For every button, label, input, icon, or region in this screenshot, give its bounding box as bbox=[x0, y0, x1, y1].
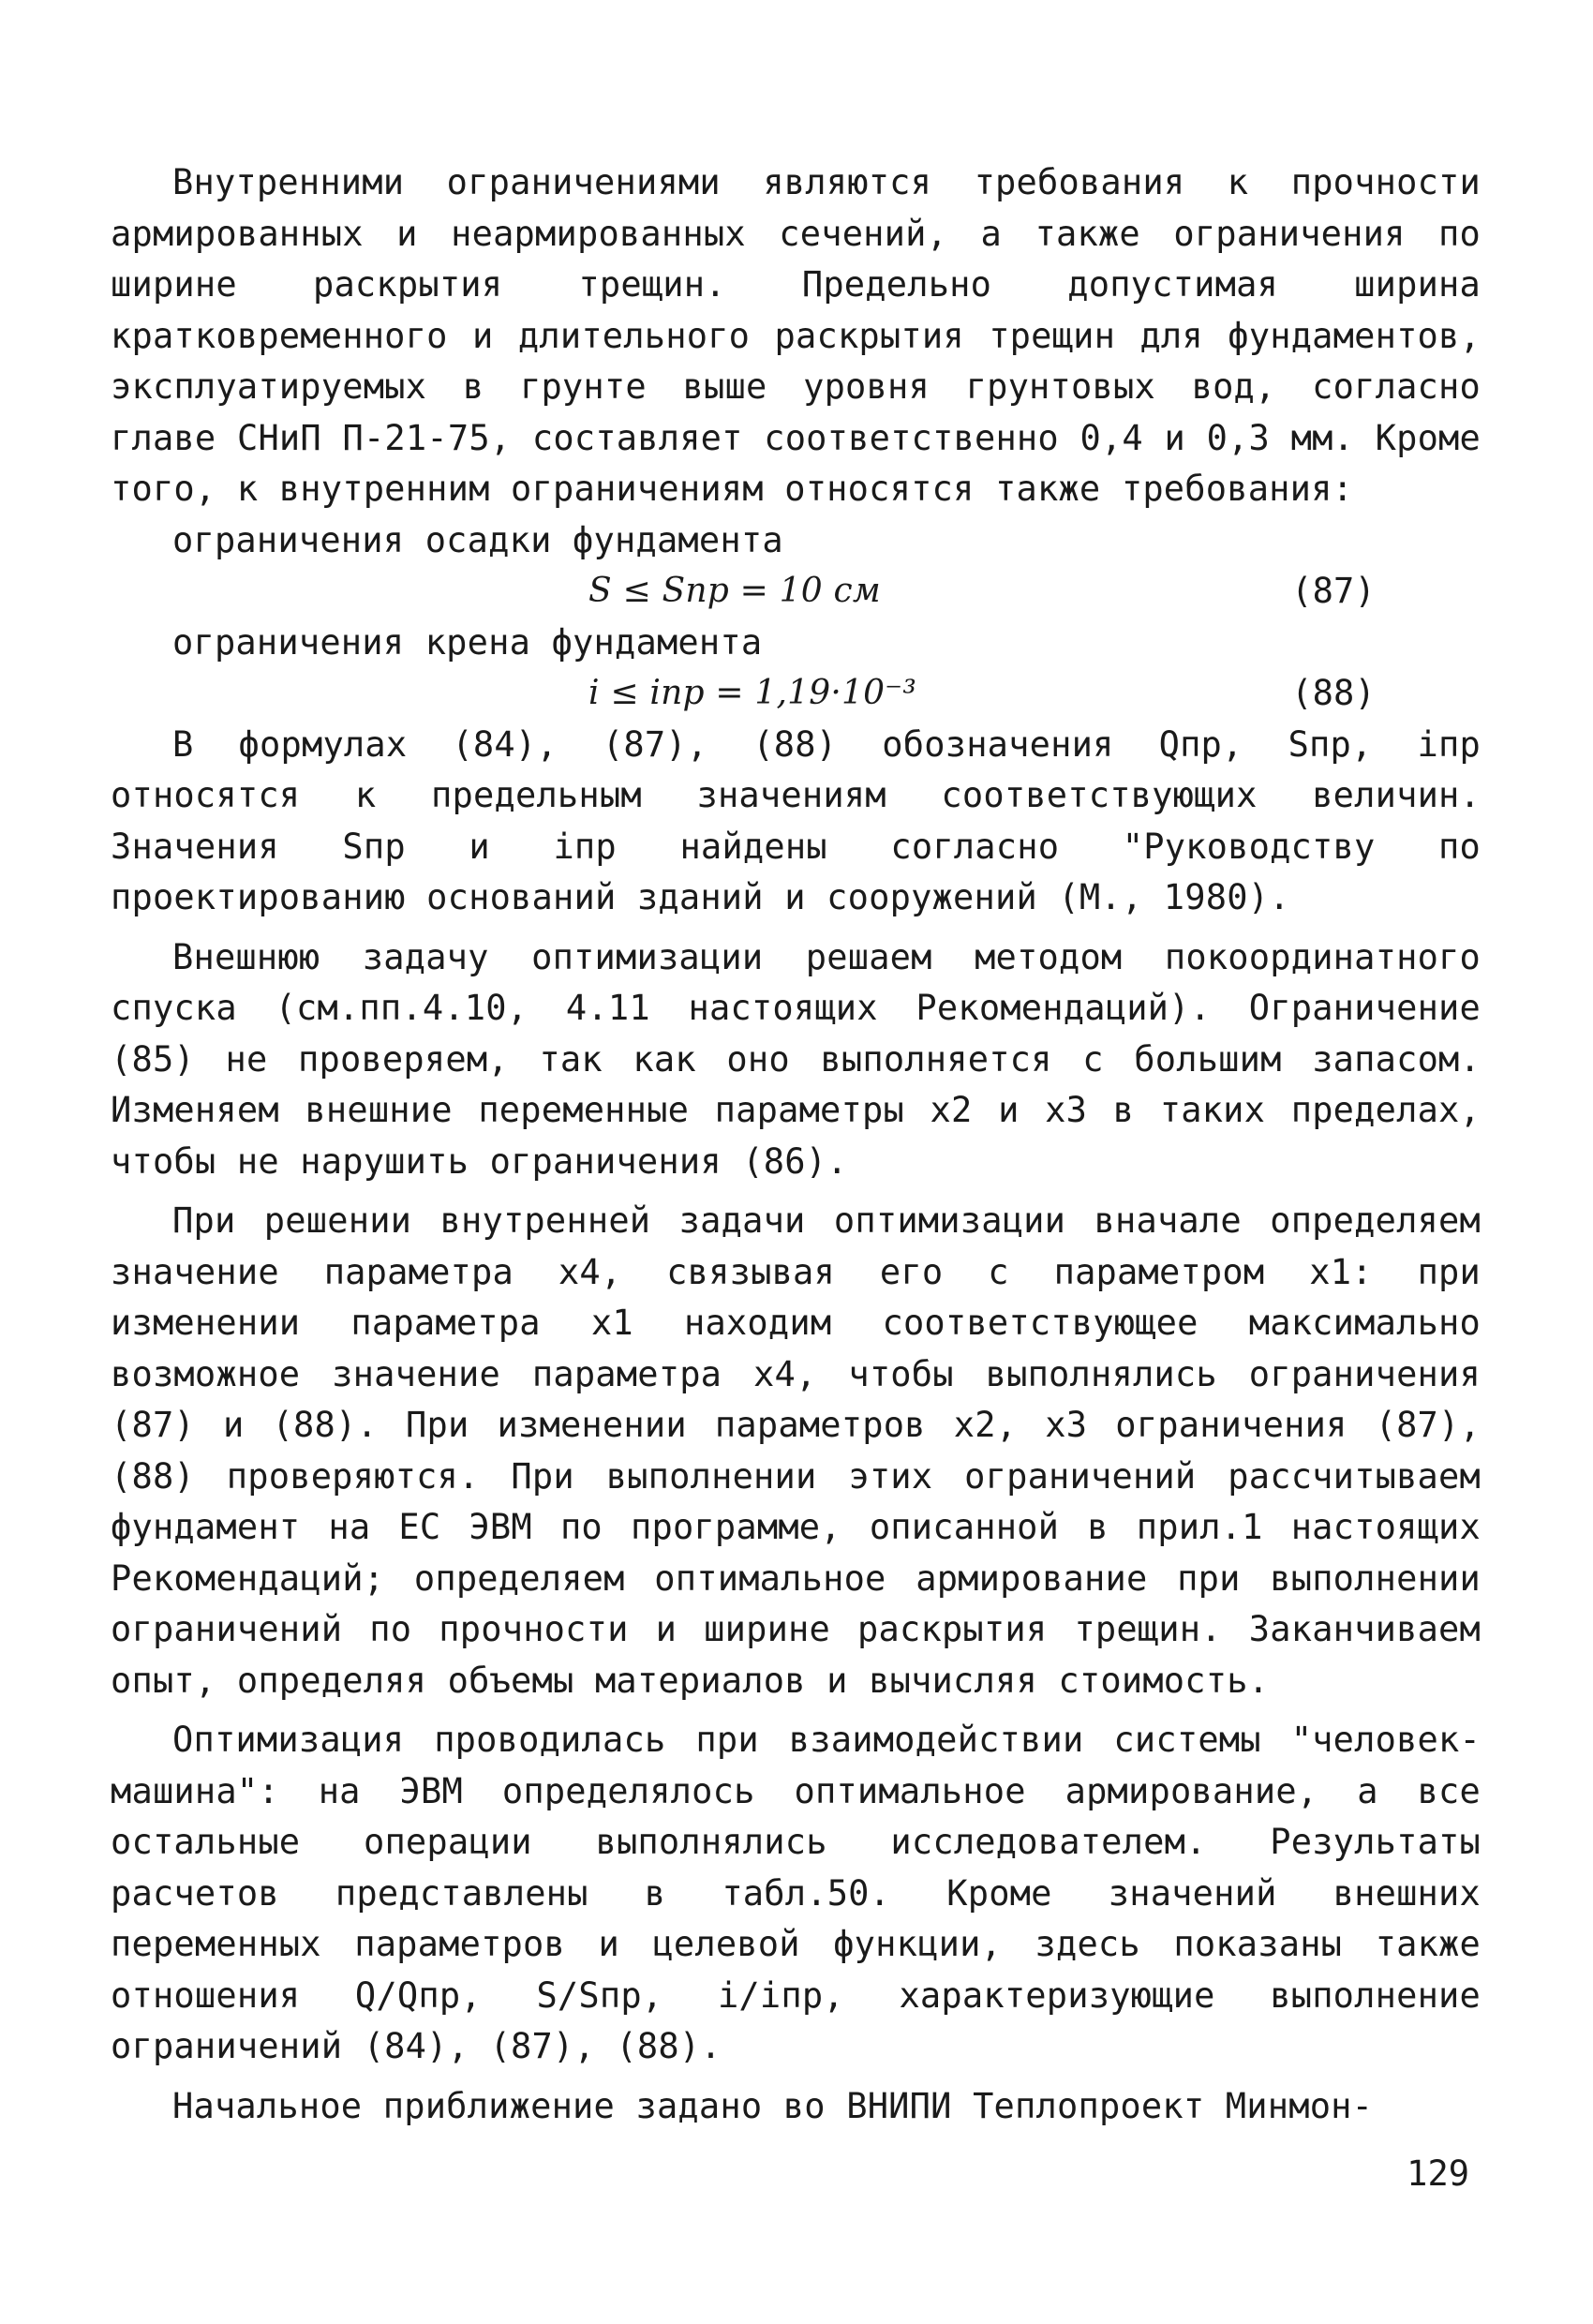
tilt-constraint-label: ограничения крена фундамента bbox=[172, 621, 763, 663]
formula-87-number: (87) bbox=[1291, 571, 1376, 611]
document-body bbox=[111, 157, 1481, 2132]
page-number: 129 bbox=[1407, 2153, 1469, 2194]
paragraph-optimization-results: Оптимизация проводилась при взаимодействии системы "человек-машина": на ЭВМ определялось оптимальное армирование, а все остальные операции выполнялись исследователем. Результаты расчетов представлены в табл.50. Кроме значений внешних переменных параметров и целевой функции, здесь показаны также отношения Q/Qпр, S/Sпр, i/iпр, характеризующие выполнение ограничений (84), (87), (88). bbox=[111, 1720, 1481, 2066]
formula-87-line bbox=[111, 566, 1481, 618]
settlement-constraint-label: ограничения осадки фундамента bbox=[172, 519, 783, 560]
paragraph-internal-task: При решении внутренней задачи оптимизации вначале определяем значение параметра x4, связывая его с параметром x1: при изменении параметра x1 находим соответствующее максимально возможное значение параметра x4, чтобы выполнялись ограничения (87) и (88). При изменении параметров x2, x3 ограничения (87), (88) проверяются. При выполнении этих ограничений рассчитываем фундамент на ЕС ЭВМ по программе, описанной в прил.1 настоящих Рекомендаций; определяем оптимальное армирование при выполнении ограничений по прочности и ширине раскрытия трещин. Заканчиваем опыт, определяя объемы материалов и вычисляя стоимость. bbox=[111, 1200, 1481, 1701]
paragraph-initial-approximation: Начальное приближение задано во ВНИПИ Теплопроект Минмон- bbox=[172, 2085, 1374, 2126]
paragraph-internal-constraints: Внутренними ограничениями являются требования к прочности армированных и неармированных сечений, а также ограничения по ширине раскрытия трещин. Предельно допустимая ширина кратковременного и длительного раскрытия трещин для фундаментов, эксплуатируемых в грунте выше уровня грунтовых вод, согласно главе СНиП П-21-75, составляет соответственно 0,4 и 0,3 мм. Кроме того, к внутренним ограничениям относятся также требования: bbox=[111, 162, 1481, 509]
paragraph-limit-values: В формулах (84), (87), (88) обозначения Qпр, Sпр, iпр относятся к предельным значениям соответствующих величин. Значения Sпр и iпр найдены согласно "Руководству по проектированию оснований зданий и сооружений (М., 1980). bbox=[111, 723, 1481, 917]
formula-88-line bbox=[111, 668, 1481, 720]
paragraph-external-task: Внешнюю задачу оптимизации решаем методом покоординатного спуска (см.пп.4.10, 4.11 настоящих Рекомендаций). Ограничение (85) не проверяем, так как оно выполняется с большим запасом. Изменяем внешние переменные параметры x2 и x3 в таких пределах, чтобы не нарушить ограничения (86). bbox=[111, 936, 1481, 1182]
formula-87: S ≤ Sпр = 10 см bbox=[588, 572, 881, 610]
formula-88-number: (88) bbox=[1291, 673, 1376, 713]
formula-88: i ≤ iпр = 1,19·10⁻³ bbox=[588, 674, 917, 712]
